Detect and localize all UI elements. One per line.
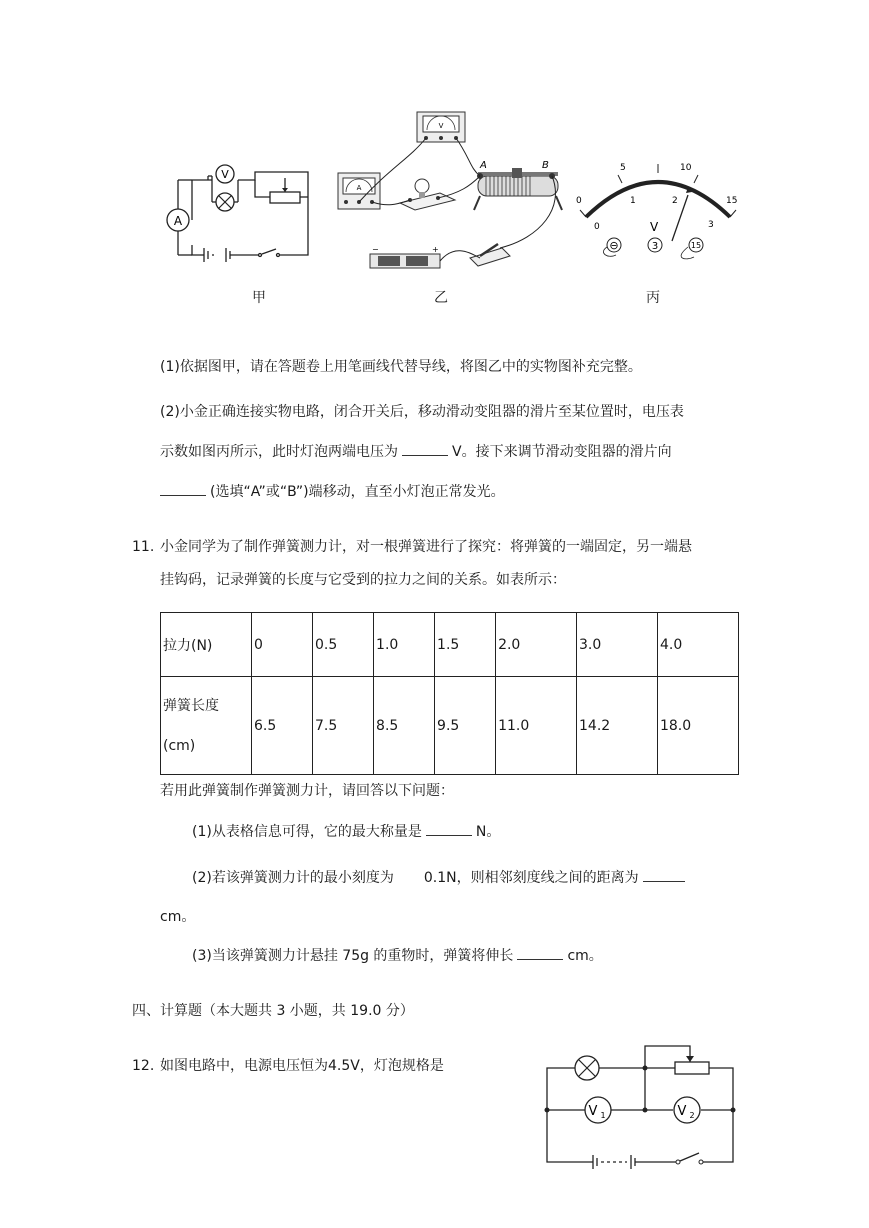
q11-line2: 挂钩码，记录弹簧的长度与它受到的拉力之间的关系。如表所示： [160,572,566,588]
svg-text:B: B [542,160,549,171]
table-cell: 8.5 [374,677,435,775]
table-cell: 18.0 [657,677,738,775]
q10-part2-line3: (选填“A”或“B”)端移动，直至小灯泡正常发光。 [160,482,505,502]
q12-text: 如图电路中，电源电压恒为4.5V，灯泡规格是 [160,1058,444,1074]
svg-text:A: A [173,214,183,228]
q11-sub2: (2)若该弹簧测力计的最小刻度为 0.1N，则相邻刻度线之间的距离为 [192,868,689,888]
voltmeter-symbol [216,165,234,183]
svg-text:1: 1 [600,1111,606,1120]
spring-data-table [160,612,739,775]
terminal-negative [603,238,621,256]
table-cell: 3.0 [577,613,658,677]
svg-text:V: V [438,122,444,130]
voltmeter-v2-symbol [674,1097,700,1123]
voltmeter-v1-symbol [585,1097,611,1123]
table-header-cell: 弹簧长度 (cm) [161,677,252,775]
circuit-diagram-q12 [535,1040,745,1175]
answer-blank[interactable] [426,823,472,836]
table-header-cell: 拉力(N) [161,613,252,677]
bulb-device [400,179,455,210]
apparatus-photo-yi [330,108,570,278]
q11-number: 11. [132,539,155,555]
scale-top-5: 5 [620,163,626,173]
figure-label-jia: 甲 [252,290,266,306]
table-cell: 0 [252,613,313,677]
svg-text:A: A [356,184,362,192]
table-cell: 9.5 [435,677,496,775]
table-cell: 2.0 [496,613,577,677]
scale-top-0: 0 [576,196,582,206]
q10-part2-line2: 示数如图丙所示，此时灯泡两端电压为 V。接下来调节滑动变阻器的滑片向 [160,444,672,460]
svg-text:V: V [221,168,229,181]
q10-part2-line1: (2)小金正确连接实物电路，闭合开关后，移动滑动变阻器的滑片至某位置时，电压表 [160,404,684,420]
table-cell: 7.5 [313,677,374,775]
table-row [161,613,739,677]
svg-text:V: V [588,1104,598,1119]
q11-sub3: (3)当该弹簧测力计悬挂 75g 的重物时，弹簧将伸长 cm。 [192,948,603,964]
voltmeter-dial-bing [568,155,748,265]
svg-text:+: + [432,245,439,254]
scale-bottom-3: 3 [708,220,714,230]
svg-text:−: − [372,245,379,254]
table-cell: 14.2 [577,677,658,775]
ammeter-symbol [167,209,189,231]
lamp-symbol [575,1056,599,1080]
voltmeter-device [417,112,465,142]
q12-number: 12. [132,1058,155,1074]
q10-part1: (1)依据图甲，请在答题卷上用笔画线代替导线，将图乙中的实物图补充完整。 [160,359,642,375]
answer-blank[interactable] [160,483,206,496]
table-cell: 11.0 [496,677,577,775]
table-cell: 0.5 [313,613,374,677]
q11-sub1: (1)从表格信息可得，它的最大称量是 N。 [192,824,501,840]
scale-bottom-2: 2 [672,196,678,206]
terminal-3 [648,238,662,252]
answer-blank[interactable] [402,443,448,456]
battery-device [370,245,440,268]
lamp-symbol [216,193,234,211]
svg-text:3: 3 [651,241,659,252]
circuit-diagram-jia [160,150,320,270]
figure-label-yi: 乙 [434,290,448,306]
rheostat-device [474,160,562,210]
svg-text:15: 15 [690,241,702,250]
q11-intro: 若用此弹簧制作弹簧测力计，请回答以下问题： [160,783,454,799]
scale-bottom-1: 1 [630,196,636,206]
table-row [161,677,739,775]
table-cell: 4.0 [657,613,738,677]
svg-text:A: A [480,160,487,171]
q11-line1: 小金同学为了制作弹簧测力计，对一根弹簧进行了探究：将弹簧的一端固定，另一端悬 [160,539,692,555]
table-cell: 6.5 [252,677,313,775]
svg-text:2: 2 [689,1111,695,1120]
scale-top-10: 10 [680,163,692,173]
scale-bottom-0: 0 [594,222,600,232]
answer-blank[interactable] [517,947,563,960]
table-cell: 1.0 [374,613,435,677]
section-heading: 四、计算题（本大题共 3 小题，共 19.0 分） [132,1003,414,1019]
figure-label-bing: 丙 [646,290,660,306]
terminal-15 [681,238,703,259]
svg-text:⊖: ⊖ [609,239,619,252]
ammeter-device [338,173,380,209]
meter-unit: V [650,220,659,234]
answer-blank[interactable] [643,869,685,882]
q11-sub2-unit: cm。 [160,909,196,925]
svg-text:V: V [677,1104,687,1119]
scale-top-15: 15 [726,196,738,206]
table-cell: 1.5 [435,613,496,677]
